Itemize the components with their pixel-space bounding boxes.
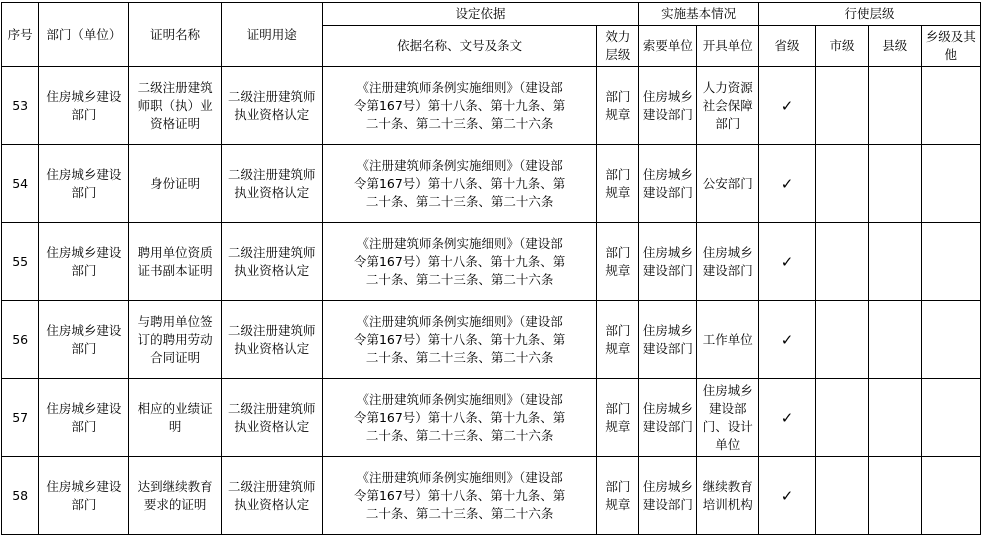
cell-need-unit: 住房城乡建设部门 <box>639 457 697 535</box>
cell-issue-unit: 工作单位 <box>697 301 759 379</box>
table-row <box>2 379 981 457</box>
col-header-need-unit: 索要单位 <box>639 26 697 67</box>
col-header-effect-level: 效力层级 <box>597 26 639 67</box>
col-header-cert-use: 证明用途 <box>221 3 322 67</box>
cell-dept: 住房城乡建设部门 <box>39 379 129 457</box>
cell-seq: 55 <box>2 223 39 301</box>
cell-level-town-other <box>921 457 980 535</box>
cell-effect-level: 部门规章 <box>597 301 639 379</box>
cell-cert-name: 与聘用单位签订的聘用劳动合同证明 <box>129 301 221 379</box>
col-header-county: 县级 <box>868 26 921 67</box>
cell-need-unit: 住房城乡建设部门 <box>639 379 697 457</box>
cell-level-city <box>816 223 869 301</box>
check-mark-icon: ✓ <box>780 252 794 271</box>
cell-need-unit: 住房城乡建设部门 <box>639 67 697 145</box>
cell-cert-use: 二级注册建筑师执业资格认定 <box>221 67 322 145</box>
col-header-cert-name: 证明名称 <box>129 3 221 67</box>
cell-level-city <box>816 379 869 457</box>
document-page <box>0 2 982 548</box>
table-body <box>2 67 981 535</box>
cell-level-town-other <box>921 223 980 301</box>
basis-line: 《注册建筑师条例实施细则》（建设部 <box>356 391 563 407</box>
table-row <box>2 145 981 223</box>
basis-line: 二十条、第二十三条、第二十六条 <box>365 193 554 209</box>
cell-cert-use: 二级注册建筑师执业资格认定 <box>221 379 322 457</box>
cell-level-province <box>758 67 815 145</box>
cell-effect-level: 部门规章 <box>597 379 639 457</box>
cell-level-county <box>868 145 921 223</box>
cell-cert-use: 二级注册建筑师执业资格认定 <box>221 223 322 301</box>
col-group-header-levels: 行使层级 <box>758 3 980 26</box>
cell-basis-detail <box>322 301 597 379</box>
basis-line: 令第167号）第十八条、第十九条、第 <box>353 331 566 347</box>
cell-seq: 57 <box>2 379 39 457</box>
col-header-seq: 序号 <box>2 3 39 67</box>
col-header-city: 市级 <box>816 26 869 67</box>
basis-line: 《注册建筑师条例实施细则》（建设部 <box>356 469 563 485</box>
cell-level-province <box>758 145 815 223</box>
cell-seq: 58 <box>2 457 39 535</box>
cell-cert-use: 二级注册建筑师执业资格认定 <box>221 457 322 535</box>
cell-cert-name: 聘用单位资质证书副本证明 <box>129 223 221 301</box>
table-row <box>2 223 981 301</box>
col-group-header-implementation: 实施基本情况 <box>639 3 759 26</box>
table-row <box>2 301 981 379</box>
cell-dept: 住房城乡建设部门 <box>39 67 129 145</box>
cell-basis-detail <box>322 223 597 301</box>
cell-level-county <box>868 457 921 535</box>
cell-seq: 54 <box>2 145 39 223</box>
basis-line: 二十条、第二十三条、第二十六条 <box>365 505 554 521</box>
basis-line: 令第167号）第十八条、第十九条、第 <box>353 253 566 269</box>
cell-level-province <box>758 457 815 535</box>
cell-cert-name: 身份证明 <box>129 145 221 223</box>
col-header-province: 省级 <box>758 26 815 67</box>
basis-line: 二十条、第二十三条、第二十六条 <box>365 349 554 365</box>
cell-level-county <box>868 379 921 457</box>
basis-line: 《注册建筑师条例实施细则》（建设部 <box>356 313 563 329</box>
cell-dept: 住房城乡建设部门 <box>39 223 129 301</box>
col-group-header-basis: 设定依据 <box>322 3 638 26</box>
table-row <box>2 457 981 535</box>
cell-level-province <box>758 379 815 457</box>
cell-dept: 住房城乡建设部门 <box>39 145 129 223</box>
cell-basis-detail <box>322 457 597 535</box>
cell-level-town-other <box>921 145 980 223</box>
cell-basis-detail <box>322 145 597 223</box>
cell-seq: 53 <box>2 67 39 145</box>
check-mark-icon: ✓ <box>780 408 794 427</box>
cell-cert-name: 相应的业绩证明 <box>129 379 221 457</box>
basis-line: 《注册建筑师条例实施细则》（建设部 <box>356 157 563 173</box>
cell-issue-unit: 住房城乡建设部门 <box>697 223 759 301</box>
cell-seq: 56 <box>2 301 39 379</box>
cell-need-unit: 住房城乡建设部门 <box>639 301 697 379</box>
cell-level-city <box>816 145 869 223</box>
cell-effect-level: 部门规章 <box>597 67 639 145</box>
cell-level-town-other <box>921 301 980 379</box>
col-header-town-other: 乡级及其他 <box>921 26 980 67</box>
check-mark-icon: ✓ <box>780 174 794 193</box>
cell-issue-unit: 继续教育培训机构 <box>697 457 759 535</box>
basis-line: 《注册建筑师条例实施细则》（建设部 <box>356 79 563 95</box>
col-header-issue-unit: 开具单位 <box>697 26 759 67</box>
table-row <box>2 67 981 145</box>
basis-line: 二十条、第二十三条、第二十六条 <box>365 115 554 131</box>
cell-level-town-other <box>921 67 980 145</box>
cell-cert-use: 二级注册建筑师执业资格认定 <box>221 301 322 379</box>
cell-basis-detail <box>322 67 597 145</box>
table-header <box>2 3 981 67</box>
cell-issue-unit: 住房城乡建设部门、设计单位 <box>697 379 759 457</box>
cell-cert-name: 达到继续教育要求的证明 <box>129 457 221 535</box>
cell-level-province <box>758 223 815 301</box>
cell-level-province <box>758 301 815 379</box>
cell-level-city <box>816 301 869 379</box>
cell-level-county <box>868 223 921 301</box>
cell-need-unit: 住房城乡建设部门 <box>639 223 697 301</box>
basis-line: 二十条、第二十三条、第二十六条 <box>365 427 554 443</box>
cell-level-county <box>868 301 921 379</box>
certificate-catalog-table <box>1 2 981 535</box>
basis-line: 令第167号）第十八条、第十九条、第 <box>353 97 566 113</box>
cell-dept: 住房城乡建设部门 <box>39 301 129 379</box>
cell-level-city <box>816 67 869 145</box>
check-mark-icon: ✓ <box>780 330 794 349</box>
header-row-groups <box>2 3 981 26</box>
basis-line: 《注册建筑师条例实施细则》（建设部 <box>356 235 563 251</box>
check-mark-icon: ✓ <box>780 96 794 115</box>
basis-line: 二十条、第二十三条、第二十六条 <box>365 271 554 287</box>
cell-cert-use: 二级注册建筑师执业资格认定 <box>221 145 322 223</box>
cell-effect-level: 部门规章 <box>597 457 639 535</box>
cell-need-unit: 住房城乡建设部门 <box>639 145 697 223</box>
col-header-basis-detail: 依据名称、文号及条文 <box>322 26 597 67</box>
cell-cert-name: 二级注册建筑师职（执）业资格证明 <box>129 67 221 145</box>
cell-issue-unit: 公安部门 <box>697 145 759 223</box>
basis-line: 令第167号）第十八条、第十九条、第 <box>353 175 566 191</box>
cell-level-town-other <box>921 379 980 457</box>
cell-effect-level: 部门规章 <box>597 223 639 301</box>
cell-basis-detail <box>322 379 597 457</box>
cell-effect-level: 部门规章 <box>597 145 639 223</box>
cell-level-county <box>868 67 921 145</box>
col-header-dept: 部门（单位） <box>39 3 129 67</box>
basis-line: 令第167号）第十八条、第十九条、第 <box>353 487 566 503</box>
basis-line: 令第167号）第十八条、第十九条、第 <box>353 409 566 425</box>
cell-dept: 住房城乡建设部门 <box>39 457 129 535</box>
check-mark-icon: ✓ <box>780 486 794 505</box>
cell-level-city <box>816 457 869 535</box>
cell-issue-unit: 人力资源社会保障部门 <box>697 67 759 145</box>
